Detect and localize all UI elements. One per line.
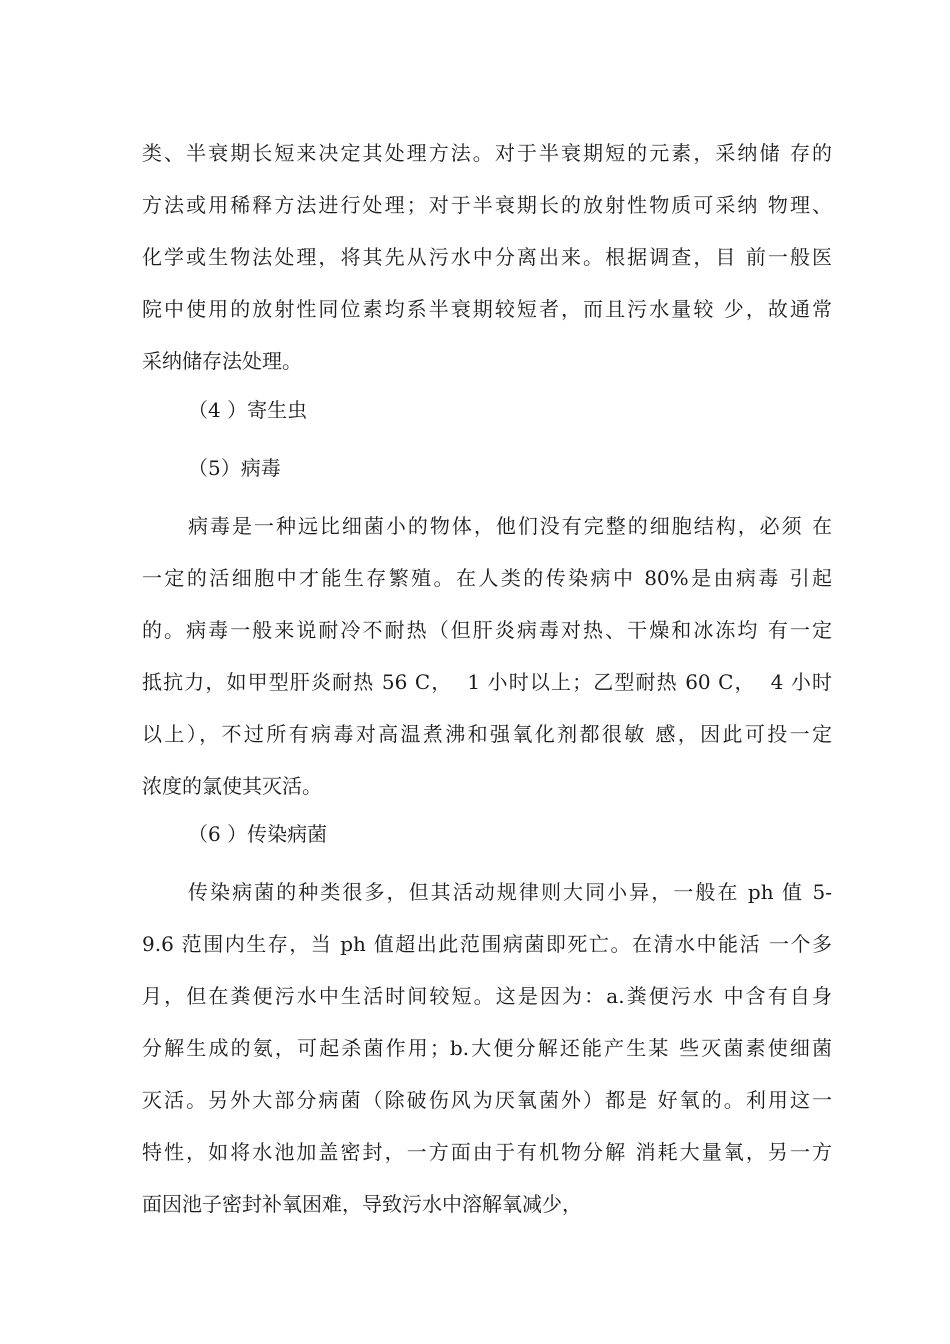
text-line: 类、半衰期长短来决定其处理方法。对于半衰期短的元素，采纳储 存的 — [142, 141, 832, 165]
text-line: 9.6 范围内生存，当 ph 值超出此范围病菌即死亡。在清水中能活 一个多 — [142, 932, 832, 956]
text-line: 的。病毒一般来说耐冷不耐热（但肝炎病毒对热、干燥和冰冻均 有一定 — [142, 618, 832, 642]
text-line: 化学或生物法处理，将其先从污水中分离出来。根据调查，目 前一般医 — [142, 245, 832, 269]
paragraph-viruses — [142, 500, 832, 812]
text-line: 浓度的氯使其灭活。 — [142, 774, 322, 798]
text-line: 特性，如将水池加盖密封，一方面由于有机物分解 消耗大量氧，另一方 — [142, 1140, 832, 1164]
paragraph-pathogens — [142, 866, 832, 1230]
section-heading-viruses: （5）病毒 — [188, 456, 281, 480]
section-heading-pathogens: （6 ）传染病菌 — [188, 822, 328, 846]
text-line: 传染病菌的种类很多，但其活动规律则大同小异，一般在 ph 值 5- — [188, 880, 832, 904]
text-line: 分解生成的氨，可起杀菌作用；b.大便分解还能产生某 些灭菌素使细菌 — [142, 1036, 832, 1060]
text-line: 以上），不过所有病毒对高温煮沸和强氧化剂都很敏 感，因此可投一定 — [142, 722, 832, 746]
text-line: 方法或用稀释方法进行处理；对于半衰期长的放射性物质可采纳 物理、 — [142, 193, 832, 217]
section-heading-parasites: （4 ）寄生虫 — [188, 398, 308, 422]
text-line: 采纳储存法处理。 — [142, 349, 302, 373]
paragraph-radioactive — [142, 127, 832, 387]
text-line: 一定的活细胞中才能生存繁殖。在人类的传染病中 80%是由病毒 引起 — [142, 566, 832, 590]
text-line: 面因池子密封补氧困难，导致污水中溶解氧减少， — [142, 1192, 582, 1216]
text-line: 抵抗力，如甲型肝炎耐热 56 C， 1 小时以上；乙型耐热 60 C， 4 小时 — [142, 670, 832, 694]
text-line: 灭活。另外大部分病菌（除破伤风为厌氧菌外）都是 好氧的。利用这一 — [142, 1088, 832, 1112]
text-line: 院中使用的放射性同位素均系半衰期较短者，而且污水量较 少，故通常 — [142, 297, 832, 321]
text-line: 月，但在粪便污水中生活时间较短。这是因为：a.粪便污水 中含有自身 — [142, 984, 832, 1008]
text-line: 病毒是一种远比细菌小的物体，他们没有完整的细胞结构，必须 在 — [188, 514, 832, 538]
